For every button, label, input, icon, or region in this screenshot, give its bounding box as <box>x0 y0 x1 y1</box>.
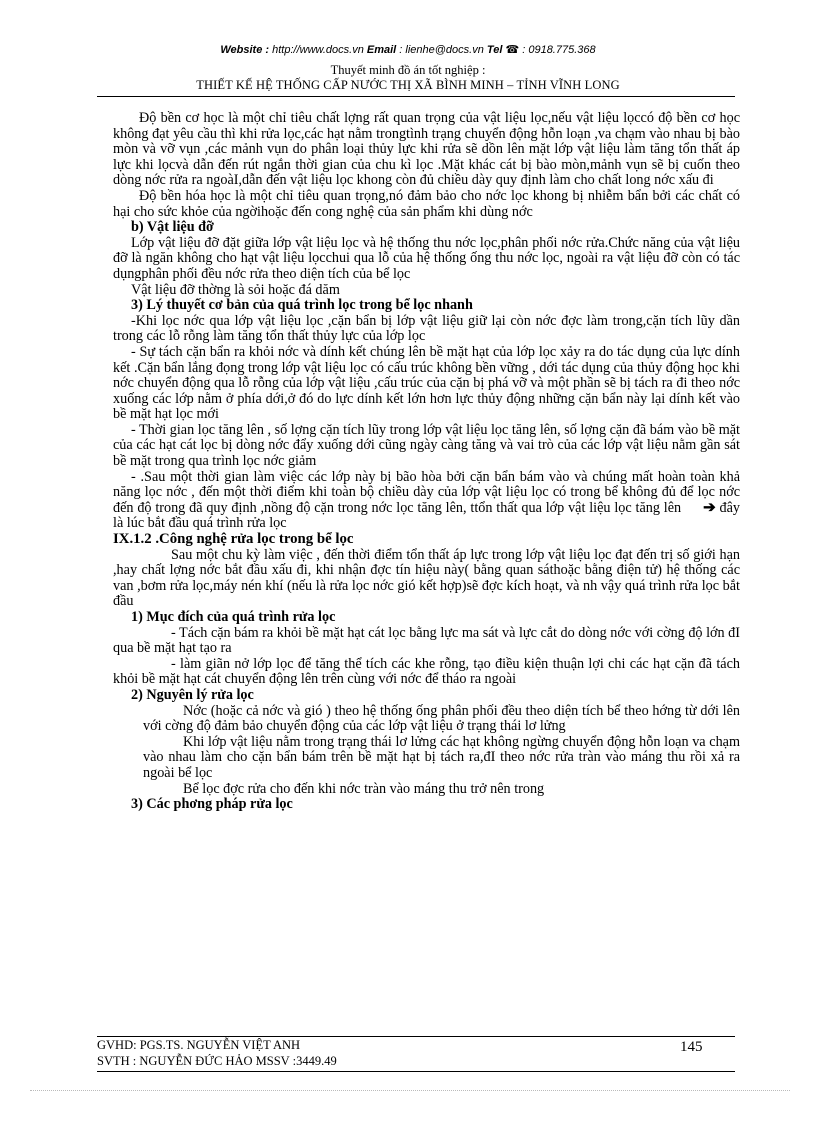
paragraph: - Sự tách cặn bẩn ra khỏi nớc và dính kết chúng lên bề mặt hạt của lớp lọc xảy ra do tác dụng của lực dính kết .Cặn bẩn lắng đọng trong lớp vật liệu lọc có cấu trúc không bền vững , dới tác dụng của thủy động học khi nớc chuyển động qua lỗ rỗng của lớp vật liệu ,cấu trúc của cặn bị phá vỡ và một phần sẽ bị tách ra đi theo nớc xuống các lớp nằm ở phía dới,ở đó do lực dính kết lớn hơn lực thủy động những cặn bẩn này lại dính kết vào bề mặt hạt lọc mới <box>113 343 740 423</box>
paragraph: - làm giãn nở lớp lọc để tăng thể tích các khe rỗng, tạo điều kiện thuận lợi chi các hạt cặn đã tách khỏi bề mặt hạt cát chuyển động lên trên cùng với nớc để tháo ra ngoài <box>113 655 740 688</box>
phone-icon: ☎ <box>505 44 520 56</box>
paragraph: Lớp vật liệu đỡ đặt giữa lớp vật liệu lọc và hệ thống thu nớc lọc,phân phối nớc rửa.Chức năng của vật liệu đỡ là ngăn không cho hạt vật liệu lọcchui qua lỗ của hệ thống ống thu nớc lọc, ngoài ra vật liệu đỡ còn có tác dụngphân phối đều nớc rửa theo diện tích của bể lọc <box>113 234 740 282</box>
section-heading: 3) Các phơng pháp rửa lọc <box>131 796 293 813</box>
footer-divider <box>97 1036 735 1037</box>
section-heading: b) Vật liệu đỡ <box>131 219 214 236</box>
footer-supervisor: GVHD: PGS.TS. NGUYỄN VIỆT ANH <box>97 1038 301 1052</box>
page-number: 145 <box>680 1039 703 1055</box>
section-heading: 1) Mục đích của quá trình rửa lọc <box>131 609 336 625</box>
paragraph: - Tách cặn bám ra khỏi bề mặt hạt cát lọc bằng lực ma sát và lực cắt do dòng nớc với cờng độ lớn đI qua bề mặt hạt tạo ra <box>113 624 740 657</box>
paragraph: Độ bền cơ học là một chỉ tiêu chất lợng rất quan trọng của vật liệu lọc,nếu vật liệu lọccó độ bền cơ học không đạt yêu cầu thì khi rửa lọc,các hạt nằm trongtình trạng chuyển động hỗn loạn ,va chạm vào nhau bị bào mòn và vỡ vụn ,các mảnh vụn do phân loại thủy lực khi rửa sẽ dồn lên mặt lớp vật liệu làm tăng tổn thất áp lực khi lọcvà dẫn đến rút ngắn thời gian của chu kì lọc .Mặt khác cát bị bào mòn,mảnh vụn sẽ bị cuốn theo dòng nớc rửa ra ngoàI,dẫn đến vật liệu lọc khong còn đủ chiều dày quy định làm cho chất long nớc xấu đi <box>113 110 740 189</box>
email-label: Email <box>366 44 397 56</box>
section-heading: 2) Nguyên lý rửa lọc <box>131 686 254 703</box>
email-value: : lienhe@docs.vn <box>396 44 487 56</box>
footer-student: SVTH : NGUYỄN ĐỨC HẢO MSSV :3449.49 <box>97 1054 337 1068</box>
header-title: THIẾT KẾ HỆ THỐNG CẤP NƯỚC THỊ XÃ BÌNH MINH – TỈNH VĨNH LONG <box>196 78 620 92</box>
tel-value: : 0918.775.368 <box>519 44 596 56</box>
paragraph <box>113 470 740 532</box>
paragraph: Khi lớp vật liệu nằm trong trạng thái lơ lửng các hạt không ngừng chuyển động hỗn loạn va chạm vào nhau làm cho cặn bẩn bám trên bề mặt hạt bị tách ra,đI theo nớc rửa tràn vào máng thu rồi xả ra ngoài bể lọc <box>143 733 740 781</box>
paragraph: Nớc (hoặc cả nớc và gió ) theo hệ thống ống phân phối đều theo diện tích bể theo hớng từ dới lên với cờng độ đảm bảo chuyển động của các lớp vật liệu ở trạng thái lơ lửng <box>143 702 740 735</box>
footer-bottom-rule <box>97 1071 735 1072</box>
header-subtitle: Thuyết minh đồ án tốt nghiệp : <box>330 63 486 77</box>
paragraph: Vật liệu đỡ thờng là sỏi hoặc đá dăm <box>131 281 340 298</box>
arrow-right-icon: ➔ <box>703 499 716 516</box>
header-divider <box>97 96 735 97</box>
paragraph-text: - .Sau một thời gian làm việc các lớp này bị bão hòa bởi cặn bẩn bám vào và chúng mất hoàn toàn khả năng lọc nớc , đến một thời điểm khi toàn bộ chiều dày của lớp vật liệu lọc có trong bể không đủ để lọc nớc đến độ trong đã quy định ,nồng độ cặn trong nớc lọc tăng lên, ttổn thất qua lớp vật liệu lọc tăng lên <box>113 468 740 516</box>
section-heading: 3) Lý thuyết cơ bản của quá trình lọc trong bể lọc nhanh <box>131 297 473 314</box>
website-value: http://www.docs.vn <box>269 44 367 56</box>
paragraph-tail: đây là lúc bắt đầu quá trình rửa lọc <box>113 499 740 532</box>
top-banner <box>0 43 816 56</box>
paragraph: Bể lọc đợc rửa cho đến khi nớc tràn vào máng thu trở nên trong <box>183 780 545 797</box>
page-edge-divider <box>30 1090 790 1091</box>
website-label: Website : <box>220 44 270 56</box>
paragraph: Sau một chu kỳ làm việc , đến thời điểm tổn thất áp lực trong lớp vật liệu lọc đạt đến trị số giới hạn ,hay chất lợng nớc bắt đầu xấu đi, khi nhận đợc tín hiệu này( bằng quan sáthoặc bằng điện tử) hệ thống các van ,bơm rửa lọc,máy nén khí (nếu là rửa lọc nớc gió kết hợp)sẽ đợc kích hoạt, và nh vậy quá trình rửa lọc bắt đầu <box>113 546 740 610</box>
chapter-heading: IX.1.2 .Công nghệ rửa lọc trong bể lọc <box>113 531 354 548</box>
paragraph: Độ bền hóa học là một chỉ tiêu quan trọng,nó đảm bảo cho nớc lọc khong bị nhiễm bẩn bởi các chất có hại cho sức khỏe của ngờihoặc đến cong nghệ của sản phẩm khi dùng nớc <box>113 187 740 220</box>
paragraph: - Thời gian lọc tăng lên , số lợng cặn tích lũy trong lớp vật liệu lọc tăng lên, số lợng cặn đã bám vào bề mặt của các hạt cát lọc bị dòng nớc đẩy xuống dới cũng ngày càng tăng và vai trò của các lớp vật liệu nằm gần sát bề mặt trong qua trình lọc nớc giảm <box>113 421 740 470</box>
paragraph: -Khi lọc nớc qua lớp vật liệu lọc ,cặn bẩn bị lớp vật liệu giữ lại còn nớc đợc làm trong,cặn tích lũy dần trong các lỗ rỗng làm tăng tổn thất thủy lực của lớp lọc <box>113 312 740 345</box>
tel-label: Tel <box>486 44 503 56</box>
document-body <box>113 111 740 813</box>
